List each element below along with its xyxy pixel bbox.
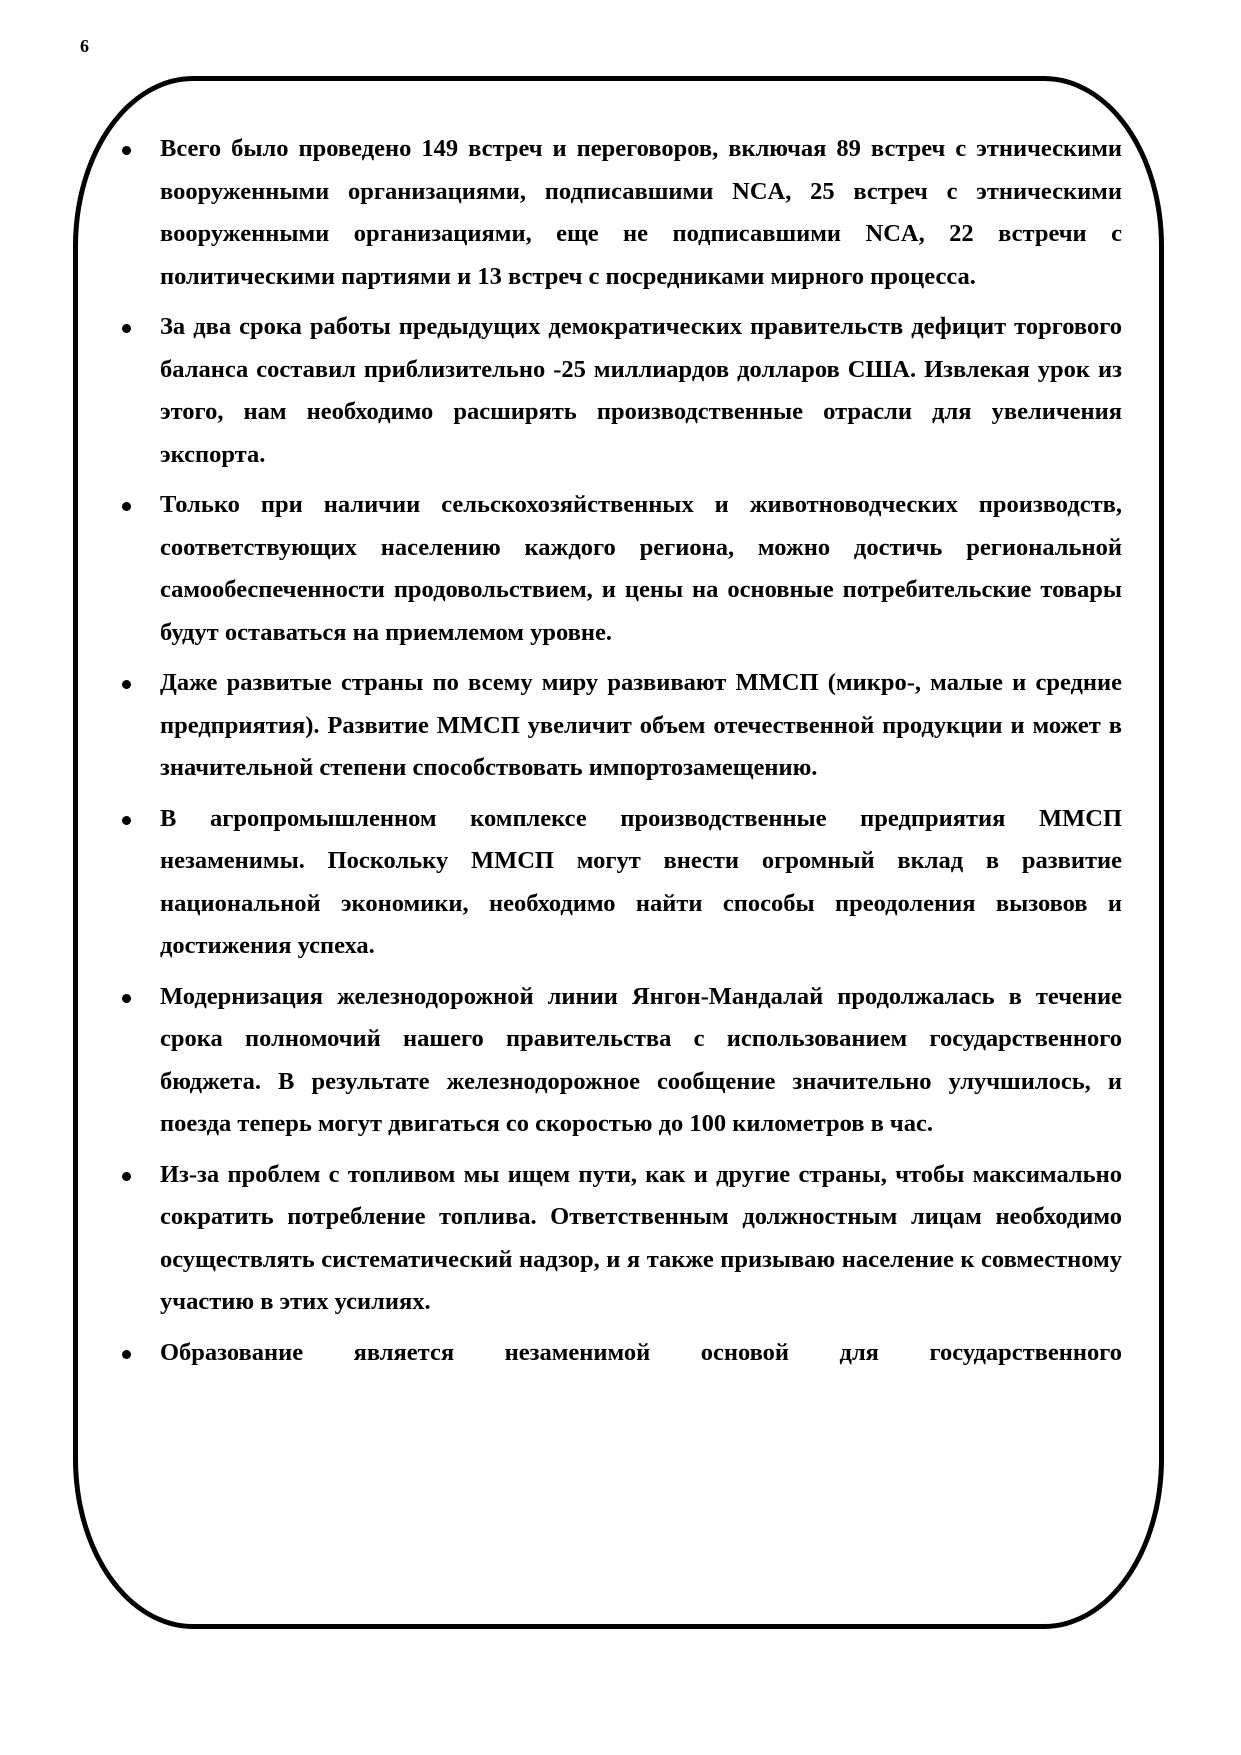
bullet-item: [118, 1154, 1122, 1324]
bullet-list: [118, 128, 1122, 1374]
bullet-icon: [122, 146, 131, 155]
bullet-icon: [122, 816, 131, 825]
bullet-icon: [122, 1350, 131, 1359]
bullet-text: Модернизация железнодорожной линии Янгон-Мандалай продолжалась в течение срока полномочий нашего правительства с использованием государственного бюджета. В результате железнодорожное сообщение значительно улучшилось, и поезда теперь могут двигаться со скоростью до 100 километров в час.: [160, 982, 1122, 1137]
page-number: 6: [80, 36, 89, 56]
bullet-text: Из-за проблем с топливом мы ищем пути, как и другие страны, чтобы максимально сократить потребление топлива. Ответственным должностным лицам необходимо осуществлять систематический надзор, и я также призываю население к совместному участию в этих усилиях.: [160, 1160, 1122, 1315]
bullet-icon: [122, 502, 131, 511]
bullet-icon: [122, 1172, 131, 1181]
bullet-text: Всего было проведено 149 встреч и переговоров, включая 89 встреч с этническими вооруженными организациями, подписавшими NCA, 25 встреч с этническими вооруженными организациями, еще не подписавшими NCA, 22 встречи с политическими партиями и 13 встреч с посредниками мирного процесса.: [160, 135, 1122, 290]
bullet-item: [118, 976, 1122, 1146]
bullet-text: В агропромышленном комплексе производственные предприятия ММСП незаменимы. Поскольку ММСП могут внести огромный вклад в развитие национальной экономики, необходимо найти способы преодоления вызовов и достижения успеха.: [160, 804, 1122, 959]
bullet-item: [118, 128, 1122, 298]
bullet-item: [118, 306, 1122, 476]
bullet-icon: [122, 680, 131, 689]
bullet-text: Образование является незаменимой основой для государственного: [160, 1338, 1122, 1366]
bullet-item: [118, 798, 1122, 968]
bullet-icon: [122, 324, 131, 333]
bullet-icon: [122, 994, 131, 1003]
bullet-item: [118, 484, 1122, 654]
bullet-text: За два срока работы предыдущих демократических правительств дефицит торгового баланса составил приблизительно -25 миллиардов долларов США. Извлекая урок из этого, нам необходимо расширять производственные отрасли для увеличения экспорта.: [160, 313, 1122, 468]
bullet-content: [118, 128, 1122, 1382]
bullet-item: [118, 1332, 1122, 1375]
bullet-text: Только при наличии сельскохозяйственных и животноводческих производств, соответствующих населению каждого региона, можно достичь региональной самообеспеченности продовольствием, и цены на основные потребительские товары будут оставаться на приемлемом уровне.: [160, 491, 1122, 646]
bullet-item: [118, 662, 1122, 790]
bullet-text: Даже развитые страны по всему миру развивают ММСП (микро-, малые и средние предприятия). Развитие ММСП увеличит объем отечественной продукции и может в значительной степени способствовать импортозамещению.: [160, 669, 1122, 781]
